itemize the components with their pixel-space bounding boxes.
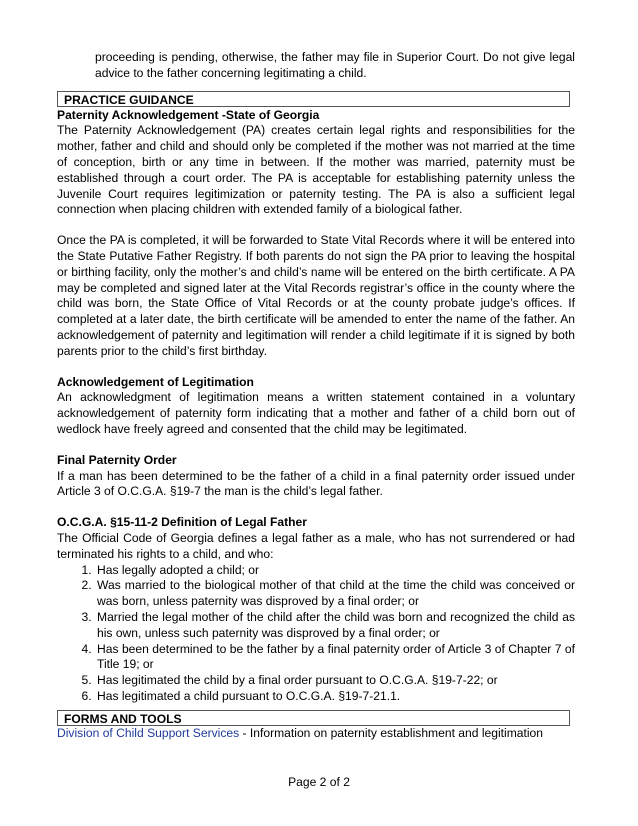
paragraph-paternity-ack-1: The Paternity Acknowledgement (PA) creates certain legal rights and responsibilities for the mother, father and child and should only be completed if the mother was not married at the time of conception, birth or any time in between. If the mother was married, paternity must be established through a court order. The PA is acceptable for establishing paternity unless the Juvenile Court requires legitimization or paternity testing. The PA is also a sufficient legal connection when placing children with extended family of a biological father. — [57, 123, 575, 217]
page-number: Page 2 of 2 — [288, 775, 350, 789]
section-title-legal-father: O.C.G.A. §15-11-2 Definition of Legal Father — [57, 515, 307, 530]
paragraph-final-order: If a man has been determined to be the father of a child in a final paternity order issued under Article 3 of O.C.G.A. §19-7 the man is the child’s legal father. — [57, 468, 575, 499]
list-item: 5. Has legitimated the child by a final order pursuant to O.C.G.A. §19-7-22; or — [95, 673, 575, 689]
forms-tools-header: FORMS AND TOOLS — [57, 710, 570, 726]
forms-tools-line — [57, 726, 575, 742]
list-item: 6. Has legitimated a child pursuant to O.C.G.A. §19-7-21.1. — [95, 689, 575, 705]
section-title-paternity-ack: Paternity Acknowledgement -State of Georgia — [57, 107, 320, 122]
paragraph-legitimation: An acknowledgment of legitimation means a written statement contained in a voluntary acknowledgement of paternity form indicating that a mother and father of a child born out of wedlock have freely agreed and consented that the child may be legitimated. — [57, 390, 575, 436]
list-item: 4. Has been determined to be the father by a final paternity order of Article 3 of Chapter 7 of Title 19; or — [95, 642, 575, 674]
practice-guidance-header: PRACTICE GUIDANCE — [57, 91, 570, 107]
paragraph-legal-father: The Official Code of Georgia defines a legal father as a male, who has not surrendered or had terminated his rights to a child, and who: — [57, 530, 575, 561]
document-page — [57, 50, 575, 741]
list-item: 2. Was married to the biological mother of that child at the time the child was conceived or was born, unless paternity was disproved by a final order; or — [95, 578, 575, 610]
paragraph-paternity-ack-2: Once the PA is completed, it will be forwarded to State Vital Records where it will be entered into the State Putative Father Registry. If both parents do not sign the PA prior to leaving the hospital or birthing facility, only the mother’s and child’s name will be entered on the birth certificate. A PA may be completed and signed later at the Vital Records registrar’s office in the county where the child was born, the State Office of Vital Records or at the county probate judge’s offices. If completed at a later date, the birth certificate will be amended to enter the name of the father. An acknowledgement of paternity and legitimation will render a child legitimate if it is signed by both parents prior to the child’s first birthday. — [57, 233, 575, 358]
intro-paragraph: proceeding is pending, otherwise, the father may file in Superior Court. Do not give legal advice to the father concerning legitimating a child. — [95, 50, 575, 80]
section-title-legitimation: Acknowledgement of Legitimation — [57, 374, 254, 389]
dcss-link-description: - Information on paternity establishment and legitimation — [239, 725, 544, 740]
legal-father-criteria-list — [57, 563, 575, 705]
section-title-final-order: Final Paternity Order — [57, 452, 177, 467]
list-item: 3. Married the legal mother of the child after the child was born and recognized the child as his own, unless such paternity was disproved by a final order; or — [95, 610, 575, 642]
list-item: 1. Has legally adopted a child; or — [95, 563, 575, 579]
dcss-link[interactable]: Division of Child Support Services — [57, 725, 240, 740]
